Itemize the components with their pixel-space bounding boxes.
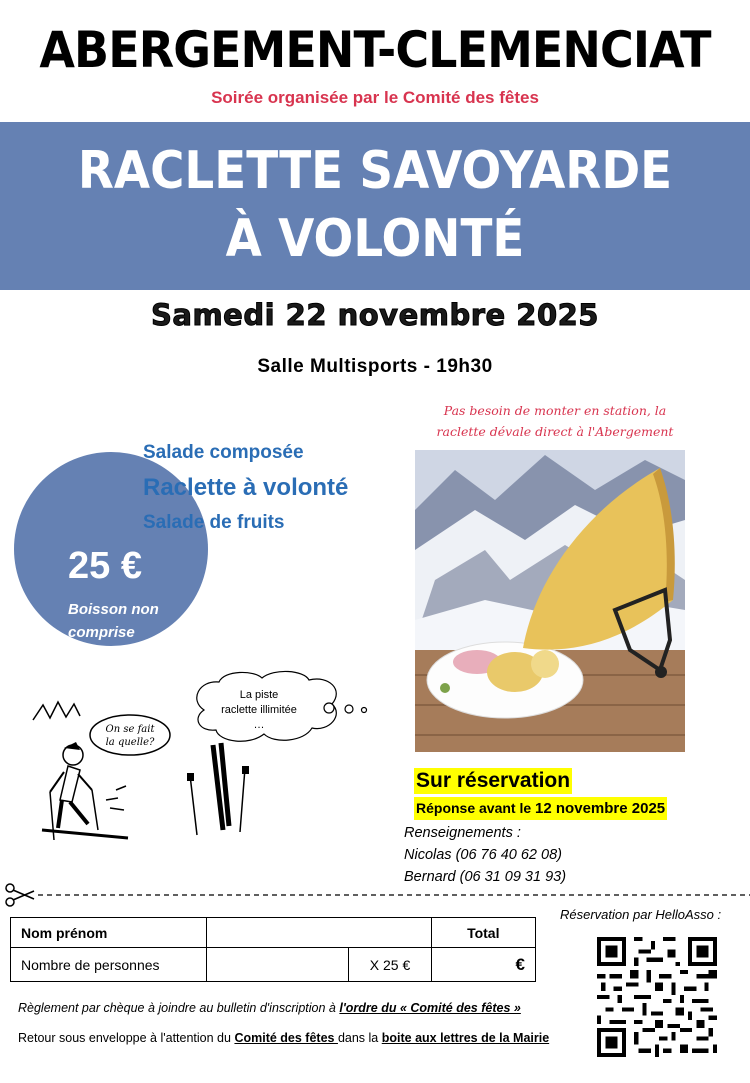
- ret-prefix: Retour sous enveloppe à l'attention du: [18, 1031, 235, 1045]
- payment-note: [18, 1001, 521, 1015]
- tagline: [410, 400, 700, 442]
- thought-line-2: raclette illimitée: [221, 704, 297, 716]
- pay-order: l'ordre du « Comité des fêtes »: [339, 1001, 521, 1015]
- ret-middle: dans la: [337, 1031, 382, 1045]
- info-label: Renseignements :: [404, 825, 521, 841]
- skier-cartoon: [28, 690, 178, 855]
- pay-prefix: Règlement par chèque à joindre au bulletin d'inscription à: [18, 1001, 340, 1015]
- thought-line-3: …: [253, 719, 265, 731]
- event-venue: Salle Multisports - 19h30: [257, 356, 493, 377]
- tagline-line-2: raclette dévale direct à l'Abergement: [436, 424, 674, 439]
- ret-committee: Comité des fêtes: [234, 1031, 338, 1045]
- reservation-deadline: [414, 797, 667, 820]
- thought-line-1: La piste: [239, 689, 279, 701]
- event-date: Samedi 22 novembre 2025: [151, 298, 599, 332]
- unit-price: X 25 €: [349, 948, 431, 982]
- organizer-subtitle: Soirée organisée par le Comité des fêtes: [211, 88, 539, 107]
- svg-text:la quelle?: la quelle?: [105, 737, 155, 748]
- drink-note: [68, 598, 188, 644]
- name-label: Nom prénom: [11, 918, 207, 948]
- drink-note-line-2: comprise: [68, 624, 135, 641]
- banner-title-line-2: À VOLONTÉ: [225, 209, 525, 269]
- menu-item-starter: Salade composée: [143, 442, 304, 463]
- reservation-title: Sur réservation: [416, 769, 571, 792]
- banner-title-line-1: RACLETTE SAVOYARDE: [77, 141, 673, 201]
- contact-nicolas: Nicolas (06 76 40 62 08): [404, 847, 562, 863]
- name-field[interactable]: [206, 918, 431, 948]
- contact-bernard: Bernard (06 31 09 31 93): [404, 869, 567, 885]
- helloasso-label: Réservation par HelloAsso :: [560, 907, 722, 922]
- price: 25 €: [68, 545, 142, 587]
- skis-icon: [185, 740, 255, 840]
- cut-line: [0, 880, 750, 910]
- currency-symbol: €: [515, 954, 525, 974]
- menu-item-dessert: Salade de fruits: [143, 512, 285, 533]
- drink-note-line-1: Boisson non: [68, 601, 159, 618]
- town-title: ABERGEMENT-CLEMENCIAT: [39, 21, 711, 79]
- return-note: [18, 1029, 578, 1048]
- persons-field[interactable]: [206, 948, 349, 982]
- tagline-line-1: Pas besoin de monter en station, la: [443, 403, 667, 418]
- skier-bubble-text: On se fait: [105, 724, 155, 735]
- ret-box: boite aux lettres de la Mairie: [381, 1031, 550, 1045]
- thought-text: [198, 688, 320, 733]
- registration-form: [10, 917, 536, 982]
- scissors-icon: [6, 884, 34, 906]
- total-label: Total: [431, 918, 535, 948]
- persons-label: Nombre de personnes: [11, 948, 207, 982]
- menu-item-main: Raclette à volonté: [143, 474, 349, 501]
- deadline-prefix: Réponse avant le: [416, 800, 536, 816]
- total-field[interactable]: [431, 948, 535, 982]
- raclette-illustration: [415, 450, 685, 752]
- helloasso-qr-code[interactable]: [597, 937, 717, 1057]
- deadline-date: 12 novembre 2025: [535, 800, 666, 817]
